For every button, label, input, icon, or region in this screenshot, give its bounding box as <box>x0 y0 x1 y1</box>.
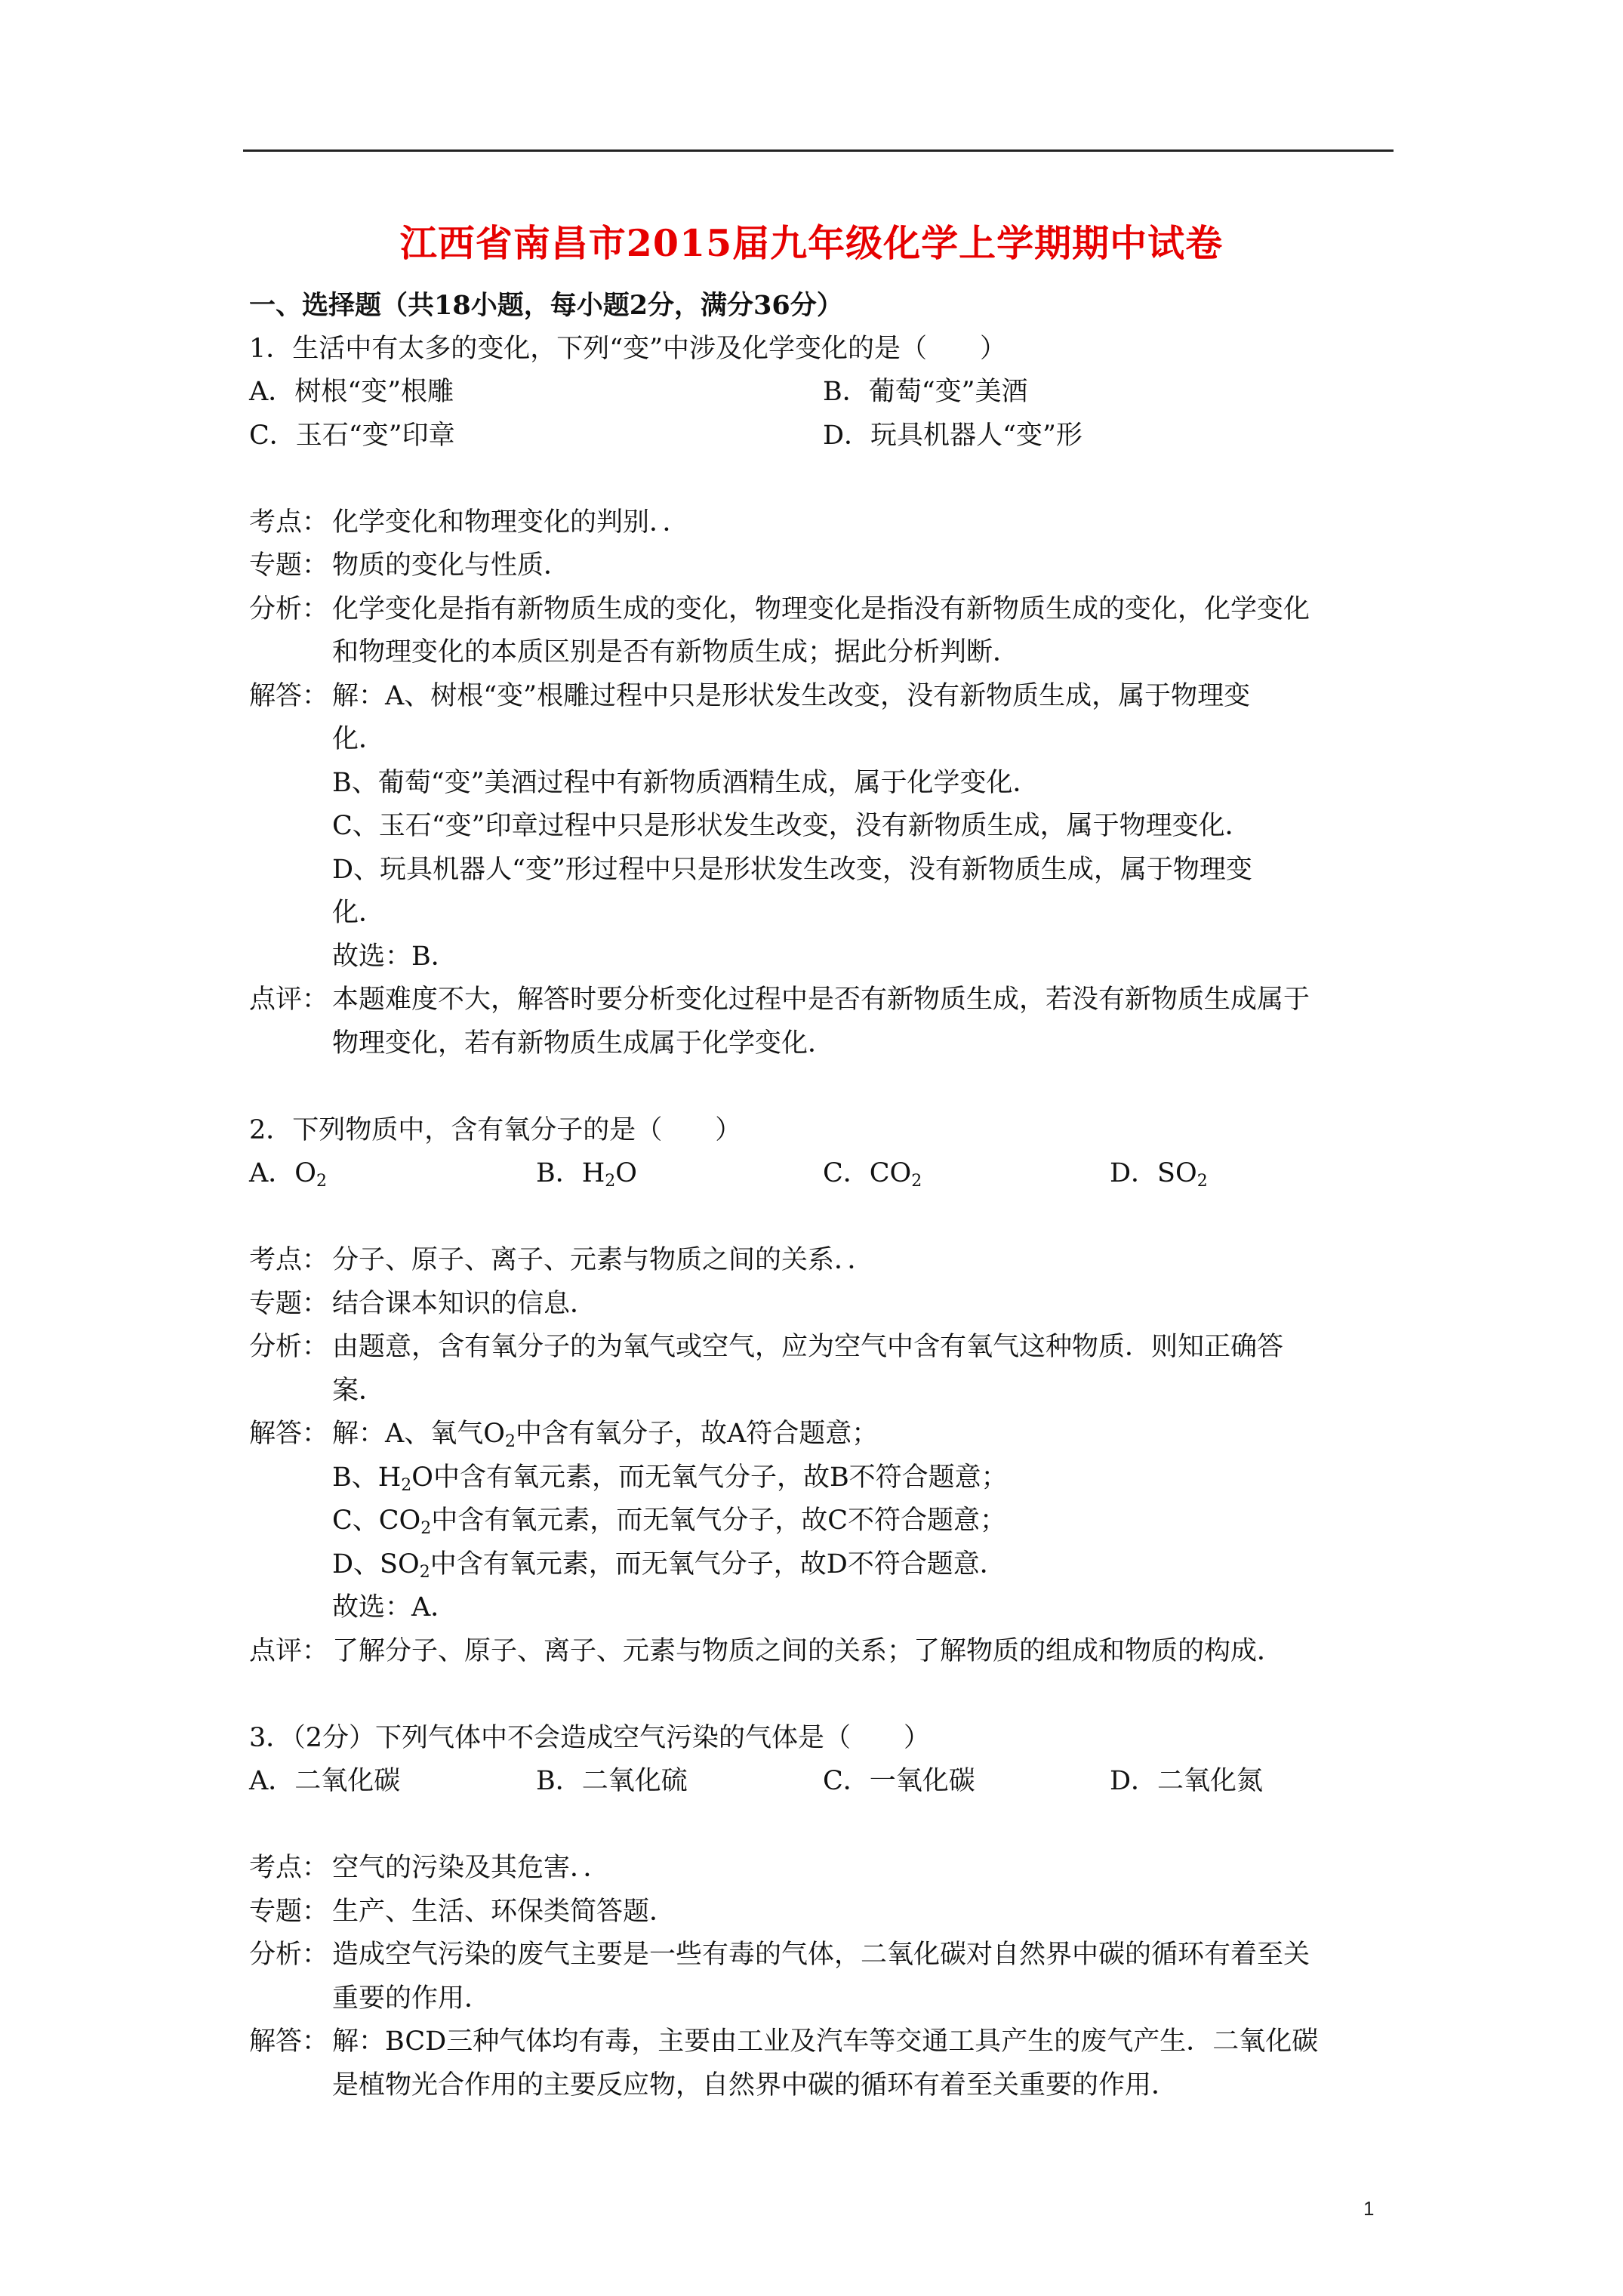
q1-fenxi-line: 和物理变化的本质区别是否有新物质生成；据此分析判断． <box>332 637 1020 667</box>
q1-kaodian-text: 化学变化和物理变化的判别．． <box>332 507 689 538</box>
q3-jieda-line: 解：BCD三种气体均有毒，主要由工业及汽车等交通工具产生的废气产生．二氧化碳 <box>332 2026 1319 2057</box>
q2-jieda-line: C、$CO_2$中含有氧元素，而无氧气分子，故C不符合题意； <box>332 1505 1007 1538</box>
section-heading: 一、选择题（共18小题，每小题2分，满分36分） <box>249 290 843 321</box>
label-zhuanti: 专题： <box>249 1288 329 1319</box>
q3-fenxi-line: 造成空气污染的废气主要是一些有毒的气体，二氧化碳对自然界中碳的循环有着至关 <box>332 1940 1310 1970</box>
q1-dianping-line: 物理变化，若有新物质生成属于化学变化． <box>332 1028 835 1059</box>
q1-fenxi-line: 化学变化是指有新物质生成的变化，物理变化是指没有新物质生成的变化，化学变化 <box>332 593 1310 624</box>
option-b: B．$H_2O$ <box>536 1158 637 1191</box>
q1-fenxi <box>249 588 1397 675</box>
option-c: C．玉石“变”印章 <box>249 420 455 451</box>
question-2-stem: 2．下列物质中，含有氧分子的是（ ） <box>249 1114 742 1145</box>
q2-jieda-line: D、$SO_2$中含有氧元素，而无氧气分子，故D不符合题意． <box>332 1549 1006 1582</box>
question-1-options-row-2 <box>249 415 1397 458</box>
q2-jieda-line: 解：A、氧气$O_2$中含有氧分子，故A符合题意； <box>332 1419 879 1451</box>
q1-jieda-line: 化． <box>332 898 386 928</box>
label-jieda: 解答： <box>249 2026 329 2057</box>
q1-zhuanti <box>249 544 1397 588</box>
page-number: 1 <box>1363 2197 1375 2220</box>
q2-kaodian <box>249 1239 1397 1283</box>
question-1-stem: 1．生活中有太多的变化，下列“变”中涉及化学变化的是（ ） <box>249 333 1007 364</box>
label-dianping: 点评： <box>249 1635 329 1666</box>
option-c: C．$CO_2$ <box>823 1158 922 1191</box>
q3-jieda-line: 是植物光合作用的主要反应物，自然界中碳的循环有着至关重要的作用． <box>332 2069 1178 2100</box>
option-a: A．二氧化碳 <box>249 1766 401 1796</box>
label-dianping: 点评： <box>249 985 329 1015</box>
q2-dianping <box>249 1630 1397 1674</box>
q2-fenxi <box>249 1326 1397 1413</box>
question-1-options-row-1 <box>249 371 1397 415</box>
q3-jieda <box>249 2020 1397 2107</box>
option-d: D．二氧化氮 <box>1110 1766 1264 1796</box>
q2-jieda-line: B、$H_2O$中含有氧元素，而无氧气分子，故B不符合题意； <box>332 1462 1008 1495</box>
q1-jieda-line: D、玩具机器人“变”形过程中只是形状发生改变，没有新物质生成，属于物理变 <box>332 854 1252 885</box>
q2-zhuanti-text: 结合课本知识的信息． <box>332 1288 597 1319</box>
label-kaodian: 考点： <box>249 507 329 538</box>
q3-zhuanti-text: 生产、生活、环保类简答题． <box>332 1896 676 1927</box>
q2-zhuanti <box>249 1283 1397 1327</box>
label-kaodian: 考点： <box>249 1853 329 1883</box>
label-fenxi: 分析： <box>249 1332 329 1362</box>
q2-jieda-line: 故选：A． <box>332 1592 457 1623</box>
q3-fenxi <box>249 1934 1397 2020</box>
document-body <box>249 284 1397 2107</box>
q1-jieda-line: B、葡萄“变”美酒过程中有新物质酒精生成，属于化学变化． <box>332 767 1039 798</box>
option-d: D．$SO_2$ <box>1110 1158 1208 1191</box>
label-kaodian: 考点： <box>249 1245 329 1275</box>
question-3-options <box>249 1760 1397 1804</box>
q1-dianping <box>249 978 1397 1065</box>
q1-jieda-line: 解：A、树根“变”根雕过程中只是形状发生改变，没有新物质生成，属于物理变 <box>332 680 1251 711</box>
q3-fenxi-line: 重要的作用． <box>332 1983 491 2014</box>
label-fenxi: 分析： <box>249 1940 329 1970</box>
label-jieda: 解答： <box>249 1419 329 1449</box>
question-3-stem: 3．（2分）下列气体中不会造成空气污染的气体是（ ） <box>249 1722 931 1753</box>
option-a: A．$O_2$ <box>249 1158 327 1191</box>
q1-dianping-line: 本题难度不大，解答时要分析变化过程中是否有新物质生成，若没有新物质生成属于 <box>332 985 1310 1015</box>
q2-dianping-text: 了解分子、原子、离子、元素与物质之间的关系；了解物质的组成和物质的构成． <box>332 1635 1284 1666</box>
label-zhuanti: 专题： <box>249 1896 329 1927</box>
q2-fenxi-line: 案． <box>332 1375 386 1406</box>
q3-zhuanti <box>249 1891 1397 1934</box>
question-2-options <box>249 1152 1397 1196</box>
option-d: D．玩具机器人“变”形 <box>823 420 1083 451</box>
q1-jieda-line: 故选：B． <box>332 941 457 972</box>
header-rule <box>243 149 1394 152</box>
q1-kaodian <box>249 501 1397 545</box>
document-title: 江西省南昌市2015届九年级化学上学期期中试卷 <box>399 221 1224 265</box>
q3-kaodian-text: 空气的污染及其危害．． <box>332 1853 610 1883</box>
label-jieda: 解答： <box>249 680 329 711</box>
label-zhuanti: 专题： <box>249 550 329 581</box>
q1-jieda <box>249 675 1397 979</box>
q2-kaodian-text: 分子、原子、离子、元素与物质之间的关系．． <box>332 1245 874 1275</box>
q2-fenxi-line: 由题意，含有氧分子的为氧气或空气，应为空气中含有氧气这种物质．则知正确答 <box>332 1332 1284 1362</box>
option-c: C．一氧化碳 <box>823 1766 975 1796</box>
q1-zhuanti-text: 物质的变化与性质． <box>332 550 571 581</box>
q1-jieda-line: 化． <box>332 724 386 754</box>
label-fenxi: 分析： <box>249 593 329 624</box>
option-a: A．树根“变”根雕 <box>249 377 454 407</box>
option-b: B．葡萄“变”美酒 <box>823 377 1028 407</box>
q2-jieda <box>249 1413 1397 1630</box>
option-b: B．二氧化硫 <box>536 1766 688 1796</box>
q3-kaodian <box>249 1847 1397 1891</box>
q1-jieda-line: C、玉石“变”印章过程中只是形状发生改变，没有新物质生成，属于物理变化． <box>332 811 1252 841</box>
